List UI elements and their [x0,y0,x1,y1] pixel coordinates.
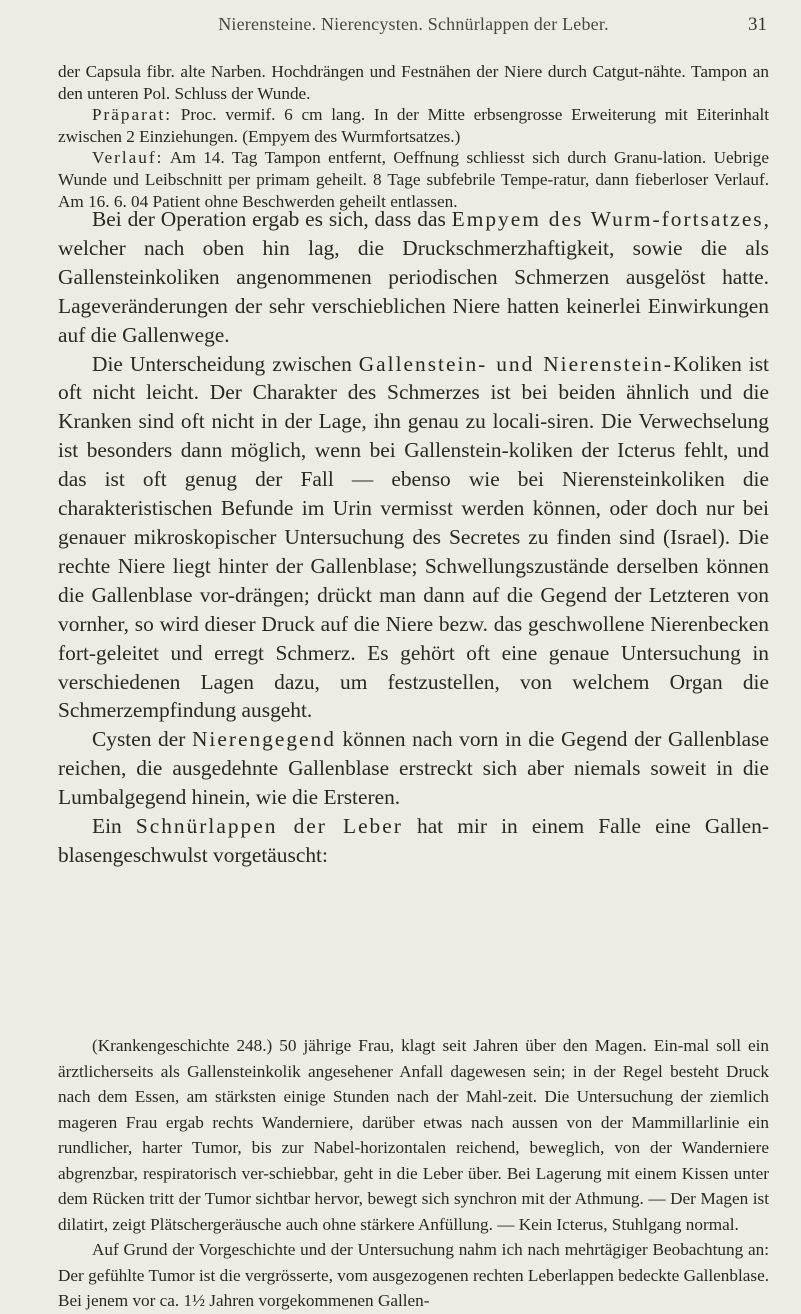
p1-emphasis: Empyem des Wurm-fortsatzes [451,207,764,231]
verlauf-label: Verlauf: [92,148,164,168]
case-248-text: (Krankengeschichte 248.) 50 jährige Frau, klagt seit Jahren über den Magen. Ein-mal soll ein ärztlicherseits als Gallensteinkolik angesehener Anfall dagewesen sein; in der Regel besteht Druck nach dem Essen, am stärksten einige Stunden nach der Mahl-zeit. Die Untersuchung der ziemlich mageren Frau ergab rechts Wanderniere, darüber etwas nach aussen von der Mammillarlinie ein rundlicher, harter Tumor, bis zur Nabel-horizontalen reichend, beweglich, von der Wanderniere abgrenzbar, respiratorisch ver-schiebbar, geht in die Leber über. Bei Lagerung mit einem Kissen unter dem Rücken tritt der Tumor sichtbar hervor, bewegt sich synchron mit der Athmung. — Der Magen ist dilatirt, zeigt Plätschergeräusche auch ohne stärkere Anfüllung. — Kein Icterus, Stuhlgang normal. [58,1036,769,1234]
p3-text-b: können nach vorn in die Gegend der Gallenblase reichen, die ausgedehnte Gallenblase erstreckt sich aber niemals soweit in die Lumbalgegend hinein, wie die Ersteren. [58,727,769,810]
page-header [60,14,767,44]
verlauf-text: Am 14. Tag Tampon entfernt, Oeffnung schliesst sich durch Granu-lation. Uebrige Wunde und Leibschnitt per primam geheilt. 8 Tage subfebrile Tempe-ratur, dann fieberloser Verlauf. Am 16. 6. 04 Patient ohne Beschwerden geheilt entlassen. [58,148,769,211]
p4-emphasis: Schnürlappen der Leber [135,814,403,839]
case-248-followup: Auf Grund der Vorgeschichte und der Untersuchung nahm ich nach mehrtägiger Beobachtung an: Der gefühlte Tumor ist die vergrösserte, vom ausgezogenen rechten Leberlappen bedeckte Gallenblase. Bei jenem vor ca. 1½ Jahren vorgekommenen Gallen- [58,1240,769,1310]
paragraph-differential-diagnosis [58,350,769,726]
main-text [58,205,769,870]
paragraph-operation-result [58,205,769,350]
praeparat-text: Proc. vermif. 6 cm lang. In der Mitte erbsengrosse Erweiterung mit Eiterinhalt zwischen 2 Einziehungen. (Empyem des Wurmfortsatzes.) [58,105,769,146]
paragraph-cysts [58,725,769,812]
p3-emphasis: Nierengegend [191,727,336,752]
praeparat-paragraph [58,104,769,147]
case-history-248 [58,1033,769,1314]
p1-text-b: , welcher nach oben hin lag, die Druckschmerzhaftigkeit, sowie die als Gallensteinkoliken angenommenen periodischen Schmerzen ausgelöst hatte. Lageveränderungen der sehr verschieblichen Niere hatten keinerlei Einwirkungen auf die Gallenwege. [58,207,769,347]
p3-text-a: Cysten der [92,727,192,752]
p2-text-b: Koliken ist oft nicht leicht. Der Charakter des Schmerzes ist bei beiden ähnlich und die Kranken sind oft nicht in der Lage, ihn genau zu locali-siren. Die Verwechselung ist besonders dann möglich, wenn bei Gallenstein-koliken der Icterus fehlt, und das ist oft genug der Fall — ebenso wie bei Nierensteinkoliken die charakteristischen Befunde im Urin vermisst werden können, oder doch nur bei genauer mikroskopischer Untersuchung des Secretes zu finden sind (Israel). Die rechte Niere liegt hinter der Gallenblase; Schwellungszustände derselben können die Gallenblase vor-drängen; drückt man dann auf die Gegend der Letzteren von vornher, so wird dieser Druck auf die Niere bezw. das geschwollene Nierenbecken fort-geleitet und erregt Schmerz. Es gehört oft eine genaue Untersuchung in verschiedenen Lagen dazu, um festzustellen, von welchem Organ die Schmerzempfindung ausgeht. [58,351,769,723]
running-head: Nierensteine. Nierencysten. Schnürlappen der Leber. [218,14,609,34]
case-operation-text: der Capsula fibr. alte Narben. Hochdrängen und Festnähen der Niere durch Catgut-nähte. Tampon an den unteren Pol. Schluss der Wunde. [58,62,769,103]
verlauf-paragraph [58,147,769,212]
p4-text-b: hat mir in einem Falle eine Gallen-blasengeschwulst vorgetäuscht: [58,814,769,867]
paragraph-schnuerlappen [58,812,769,870]
p2-text-a: Die Unterscheidung zwischen [92,351,359,376]
praeparat-label: Präparat: [92,105,173,125]
p4-text-a: Ein [92,814,136,839]
case-continuation [58,61,769,212]
page-number: 31 [748,14,767,35]
p2-emphasis: Gallenstein- und Nierenstein- [358,351,673,376]
p1-text-a: Bei der Operation ergab es sich, dass das [92,207,452,231]
